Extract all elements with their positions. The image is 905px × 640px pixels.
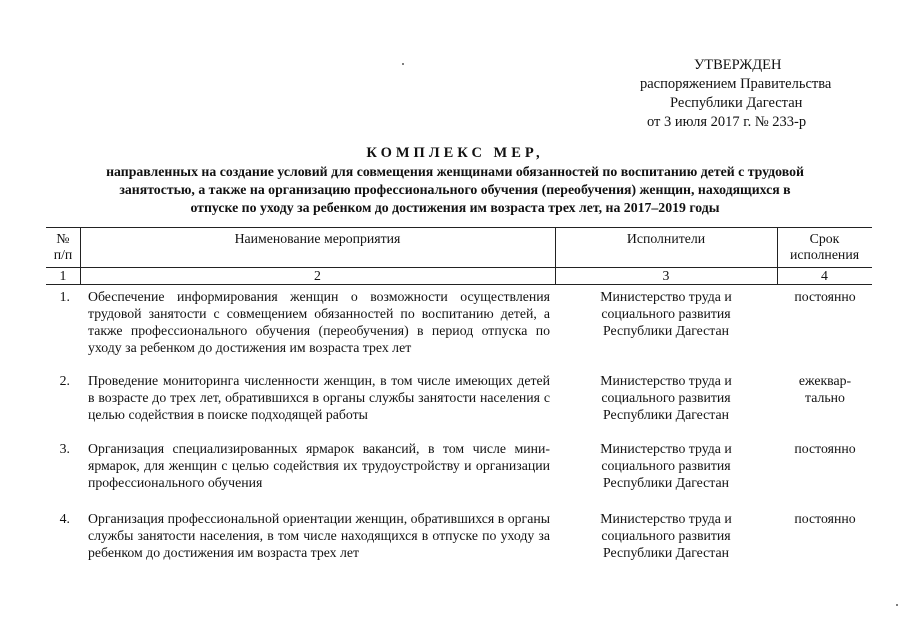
row-executors bbox=[586, 510, 746, 561]
document-title: КОМПЛЕКС МЕР, bbox=[366, 145, 544, 161]
subtitle-line-1: направленных на создание условий для совмещения женщинами обязанностей по воспитанию детей с трудовой bbox=[106, 164, 804, 179]
row-executor-line-1: Министерство труда и bbox=[600, 511, 732, 526]
row-executor-line-2: социального развития bbox=[601, 528, 731, 543]
header-term bbox=[777, 231, 872, 263]
row-executor-line-2: социального развития bbox=[601, 306, 731, 321]
row-name: Обеспечение информирования женщин о возможности осуществления трудовой занятости с совмещением обязанностей по воспитанию детей, а также профессионального обучения (переобучения) в период отпуска по уходу за ребенком до достижения им возраста трех лет bbox=[88, 289, 550, 355]
row-term-line-1: постоянно bbox=[794, 441, 856, 456]
subtitle-line-2: занятостью, а также на организацию профессионального обучения (переобучения) женщин, находящихся в bbox=[119, 182, 791, 197]
approval-block bbox=[620, 56, 860, 132]
row-executors bbox=[586, 288, 746, 339]
row-term bbox=[782, 372, 868, 406]
header-term-line-2: исполнения bbox=[789, 247, 860, 262]
row-executor-line-3: Республики Дагестан bbox=[603, 323, 729, 338]
approval-title: УТВЕРЖДЕН bbox=[694, 57, 782, 73]
col-number-4: 4 bbox=[821, 268, 828, 283]
row-number: 3. bbox=[59, 441, 70, 456]
row-term bbox=[782, 288, 868, 305]
row-executor-line-2: социального развития bbox=[601, 390, 731, 405]
scan-speck bbox=[896, 604, 898, 606]
row-executor-line-1: Министерство труда и bbox=[600, 373, 732, 388]
row-term bbox=[782, 510, 868, 527]
document-subtitle bbox=[55, 163, 855, 217]
header-name: Наименование мероприятия bbox=[234, 231, 401, 246]
header-num-line-2: п/п bbox=[53, 247, 73, 262]
row-number: 1. bbox=[59, 289, 70, 304]
row-executor-line-1: Министерство труда и bbox=[600, 289, 732, 304]
row-executor-line-3: Республики Дагестан bbox=[603, 545, 729, 560]
row-executors bbox=[586, 440, 746, 491]
row-executor-line-2: социального развития bbox=[601, 458, 731, 473]
table-top-border bbox=[46, 227, 872, 228]
approval-line-1: распоряжением Правительства bbox=[640, 76, 832, 92]
row-name: Организация специализированных ярмарок вакансий, в том числе мини-ярмарок, для женщин с целью содействия их трудоустройству и организации профессионального обучения bbox=[88, 441, 550, 490]
header-num-line-1: № bbox=[56, 231, 70, 246]
row-term bbox=[782, 440, 868, 457]
subtitle-line-3: отпуске по уходу за ребенком до достижения им возраста трех лет, на 2017–2019 годы bbox=[190, 200, 720, 215]
row-number: 4. bbox=[59, 511, 70, 526]
row-term-line-1: постоянно bbox=[794, 289, 856, 304]
row-term-line-1: ежеквар- bbox=[798, 373, 852, 388]
row-number: 2. bbox=[59, 373, 70, 388]
approval-line-2: Республики Дагестан bbox=[670, 95, 803, 111]
row-term-line-1: постоянно bbox=[794, 511, 856, 526]
col-number-2: 2 bbox=[314, 268, 321, 283]
header-exec: Исполнители bbox=[626, 231, 706, 246]
approval-line-3: от 3 июля 2017 г. № 233-р bbox=[647, 114, 807, 130]
row-executors bbox=[586, 372, 746, 423]
row-term-line-2: тально bbox=[805, 390, 845, 405]
row-executor-line-3: Республики Дагестан bbox=[603, 407, 729, 422]
column-number-separator bbox=[46, 284, 872, 285]
header-term-line-1: Срок bbox=[809, 231, 840, 246]
row-name: Организация профессиональной ориентации женщин, обратившихся в органы службы занятости населения, в том числе находящихся в отпуске по уходу за ребенком до достижения им возраста трех лет bbox=[88, 511, 550, 560]
header-num bbox=[46, 231, 80, 263]
row-executor-line-3: Республики Дагестан bbox=[603, 475, 729, 490]
col-number-1: 1 bbox=[59, 268, 67, 283]
row-executor-line-1: Министерство труда и bbox=[600, 441, 732, 456]
col-number-3: 3 bbox=[662, 268, 670, 283]
row-name: Проведение мониторинга численности женщин, в том числе имеющих детей в возрасте до трех лет, обратившихся в органы службы занятости населения с целью содействия в поиске подходящей работы bbox=[88, 373, 550, 422]
scan-speck bbox=[402, 63, 404, 65]
